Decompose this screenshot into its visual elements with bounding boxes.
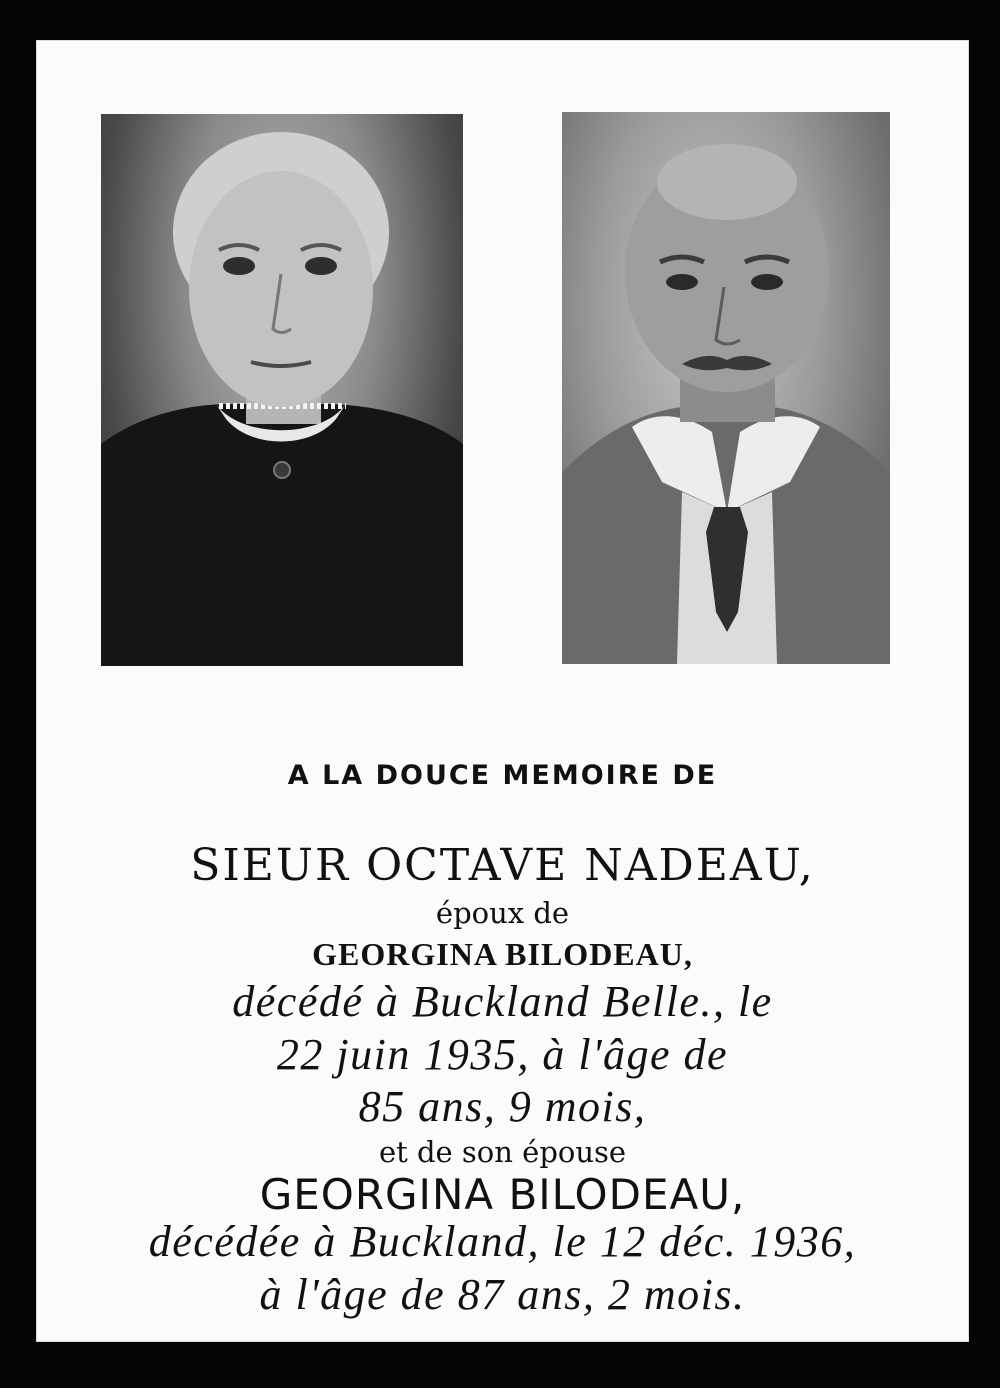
man-portrait-illustration (562, 112, 890, 664)
woman-portrait-illustration (101, 114, 463, 666)
et-de-son-epouse-label: et de son épouse (378, 1135, 627, 1169)
husband-death-line-1: décédé à Buckland Belle., le (232, 977, 773, 1026)
wife-death-line-2: à l'âge de 87 ans, 2 mois. (259, 1270, 746, 1319)
memorial-card (36, 40, 969, 1342)
epoux-de-label: époux de (435, 896, 570, 930)
wife-death-line-1: décédée à Buckland, le 12 déc. 1936, (148, 1217, 857, 1266)
man-portrait-photo (562, 112, 890, 664)
spouse-name-bold: GEORGINA BILODEAU, (312, 936, 693, 972)
husband-name: SIEUR OCTAVE NADEAU, (190, 840, 815, 891)
wife-name: GEORGINA BILODEAU, (259, 1170, 746, 1219)
woman-portrait-photo (101, 114, 463, 666)
memorial-heading: A LA DOUCE MEMOIRE DE (287, 760, 718, 791)
husband-death-line-3: 85 ans, 9 mois, (358, 1082, 647, 1131)
husband-death-line-2: 22 juin 1935, à l'âge de (276, 1030, 729, 1079)
